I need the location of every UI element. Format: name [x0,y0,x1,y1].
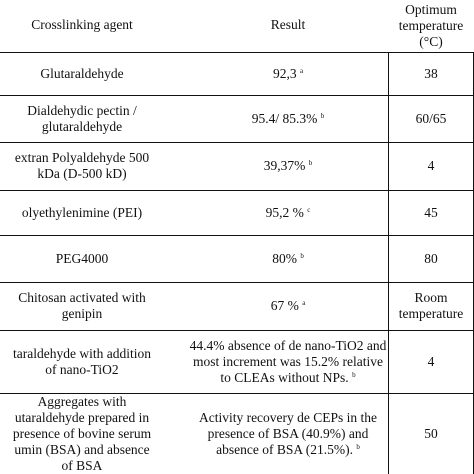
cell-text: 80 [424,250,438,266]
cell-text [190,338,387,354]
cell-text: glutaraldehyde [41,118,123,134]
cell-text: PEG4000 [55,250,109,266]
result-text: 80% [272,250,301,266]
header-temp-line: (°C) [419,34,443,49]
cell-optimum-temperature [388,330,474,393]
cell-optimum-temperature [388,142,474,190]
result-text: absence of BSA (21.5%). [216,441,357,457]
cell-result [188,393,388,474]
cell-optimum-temperature [388,52,474,95]
cell-text [199,410,377,426]
cell-text [266,205,311,221]
cell-text [193,354,383,370]
cell-text [208,426,369,442]
cell-text: genipin [61,306,103,321]
footnote-marker: b [308,159,313,167]
header-agent-text: Crosslinking agent [31,17,133,32]
cell-text: 4 [427,353,435,369]
cell-text: 38 [424,65,438,81]
cell-text [216,442,360,458]
cell-result [188,95,388,142]
cell-optimum-temperature [388,282,474,330]
cell-crosslinking-agent [0,330,176,393]
cell-text: Room [414,290,448,305]
cell-text: olyethylenimine (PEI) [21,204,143,220]
cell-optimum-temperature [388,95,474,142]
result-text: 92,3 [272,65,300,81]
cell-text: 4 [427,158,435,173]
footnote-marker: b [356,442,360,451]
cell-text: extran Polyaldehyde 500 [14,150,150,165]
result-text: to CLEAs without NPs. [220,369,353,385]
footnote-marker: b [300,251,304,260]
cell-optimum-temperature [388,190,474,235]
cell-crosslinking-agent [0,95,176,142]
cell-text: Glutaraldehyde [40,65,124,81]
row-divider [0,282,474,283]
cell-text: utaraldehyde prepared in [14,409,150,425]
header-temp-line: temperature [398,18,464,33]
header-crosslinking-agent [0,2,176,48]
row-divider [0,330,474,331]
footnote-marker: b [352,370,356,379]
result-text: 95.4/ 85.3% [251,110,321,126]
footnote-marker: b [320,111,325,120]
result-text: Activity recovery de CEPs in the [198,409,378,425]
row-divider [0,393,474,394]
cell-crosslinking-agent [0,393,176,474]
cell-text: 45 [424,204,438,220]
cell-text [273,66,303,82]
row-divider [0,95,474,96]
cell-text: of BSA [61,457,103,473]
cell-result [188,330,388,393]
footnote-marker: c [307,205,311,214]
cell-crosslinking-agent [0,142,176,190]
header-optimum-temperature [388,0,474,52]
result-text: 44.4% absence of de nano-TiO2 and [189,337,387,353]
cell-text: of nano-TiO2 [45,361,119,377]
cell-text: umin (BSA) and absence [14,441,150,457]
row-divider [0,142,474,143]
cell-text: temperature [398,306,464,321]
cell-text: presence of bovine serum [12,425,152,441]
cell-result [188,235,388,282]
header-temp-line: Optimum [405,2,457,17]
cell-text: 50 [424,425,438,441]
cell-text [272,251,304,267]
row-divider [0,52,474,53]
cell-text: kDa (D-500 kD) [37,166,127,181]
result-text: 67 % [270,298,303,313]
cell-optimum-temperature [388,235,474,282]
result-text: most increment was 15.2% relative [192,353,384,369]
result-text: 39,37% [263,158,309,173]
cell-crosslinking-agent [0,282,176,330]
cell-result [188,142,388,190]
cell-text [220,370,355,386]
cell-result [188,282,388,330]
cell-text: Chitosan activated with [18,290,146,305]
header-result [188,2,388,48]
result-text: 95,2 % [265,204,308,220]
cell-result [188,190,388,235]
row-divider [0,190,474,191]
row-divider [0,235,474,236]
cell-text: 60/65 [415,110,447,126]
header-result-text: Result [270,17,306,32]
result-text: presence of BSA (40.9%) and [207,425,369,441]
cell-crosslinking-agent [0,52,176,95]
cell-text: Dialdehydic pectin / [27,102,137,118]
cell-result [188,52,388,95]
footnote-marker: a [302,299,306,307]
footnote-marker: a [299,66,304,75]
cell-text: Aggregates with [37,393,127,409]
cell-text: taraldehyde with addition [13,345,151,361]
cell-text [264,158,313,174]
column-divider [388,52,389,474]
cell-crosslinking-agent [0,235,176,282]
cell-text [271,298,306,314]
cell-optimum-temperature [388,393,474,474]
cell-crosslinking-agent [0,190,176,235]
cell-text [252,111,325,127]
